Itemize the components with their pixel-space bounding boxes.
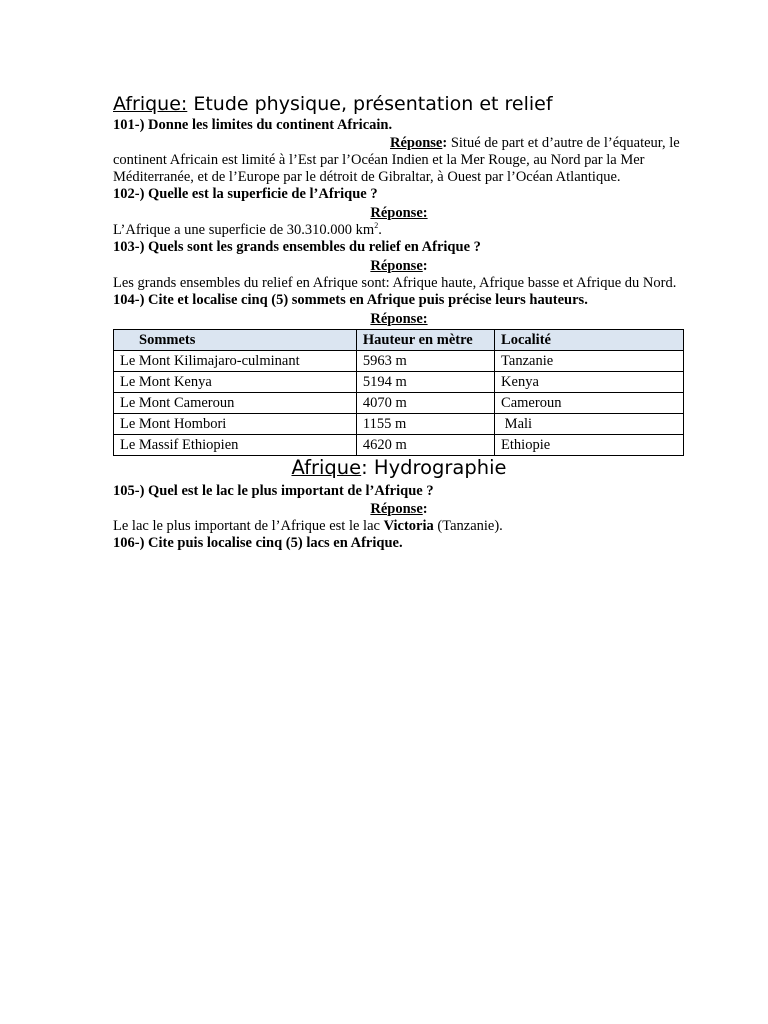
answer-label-105: Réponse: <box>370 501 428 517</box>
answer-label-103: Réponse: <box>370 258 428 274</box>
table-cell: 5194 m <box>356 372 494 393</box>
question-103: 103-) Quels sont les grands ensembles du relief en Afrique ? <box>113 239 481 255</box>
table-cell: 5963 m <box>356 351 494 372</box>
question-102: 102-) Quelle est la superficie de l’Afrique ? <box>113 186 378 202</box>
table-cell: Le Massif Ethiopien <box>114 435 357 456</box>
section-title-relief <box>113 92 685 116</box>
answer-label-102: Réponse: <box>370 205 428 221</box>
table-cell: Mali <box>495 414 684 435</box>
section-title-underlined: Afrique <box>291 456 362 479</box>
table-row <box>114 393 684 414</box>
table-row <box>114 414 684 435</box>
section-title-underlined: Afrique: <box>113 93 188 115</box>
header-hauteur: Hauteur en mètre <box>356 330 494 351</box>
answer-label: Réponse <box>390 135 443 151</box>
section-title-hydrographie <box>113 456 685 480</box>
answer-102: L’Afrique a une superficie de 30.310.000 $km^2$. <box>113 221 382 238</box>
summits-table <box>113 329 684 456</box>
answer-colon: : <box>442 135 448 151</box>
table-header-row <box>114 330 684 351</box>
table-row <box>114 435 684 456</box>
table-cell: 1155 m <box>356 414 494 435</box>
table-row <box>114 351 684 372</box>
table-cell: Tanzanie <box>495 351 684 372</box>
superscript: 2 <box>374 221 379 231</box>
table-cell: 4070 m <box>356 393 494 414</box>
answer-105: Le lac le plus important de l’Afrique est le lac Victoria (Tanzanie). <box>113 518 503 534</box>
answer-bold: Victoria <box>383 518 434 534</box>
table-cell: Le Mont Kenya <box>114 372 357 393</box>
question-101: 101-) Donne les limites du continent Africain. <box>113 117 393 133</box>
table-cell: Le Mont Kilimajaro-culminant <box>114 351 357 372</box>
answer-101 <box>113 135 685 186</box>
question-104: 104-) Cite et localise cinq (5) sommets en Afrique puis précise leurs hauteurs. <box>113 292 588 308</box>
question-106: 106-) Cite puis localise cinq (5) lacs en Afrique. <box>113 535 403 551</box>
table-cell: Kenya <box>495 372 684 393</box>
header-localite: Localité <box>495 330 684 351</box>
table-cell: 4620 m <box>356 435 494 456</box>
table-cell: Le Mont Hombori <box>114 414 357 435</box>
header-sommets: Sommets <box>114 330 357 351</box>
answer-label-104: Réponse: <box>370 311 428 327</box>
question-105: 105-) Quel est le lac le plus important de l’Afrique ? <box>113 483 434 499</box>
table-row <box>114 372 684 393</box>
section-title-rest: : Hydrographie <box>361 456 507 479</box>
document-page <box>113 92 685 553</box>
table-cell: Ethiopie <box>495 435 684 456</box>
table-cell: Le Mont Cameroun <box>114 393 357 414</box>
table-cell: Cameroun <box>495 393 684 414</box>
section-title-rest: Etude physique, présentation et relief <box>187 93 553 115</box>
answer-103: Les grands ensembles du relief en Afrique sont: Afrique haute, Afrique basse et Afrique du Nord. <box>113 275 677 291</box>
answer-text: Situé de part et d’autre de l’équateur, le continent Africain est limité à l’Est par l’Océan Indien et la Mer Rouge, au Nord par la Mer Méditerranée, et de l’Europe par le détroit de Gibraltar, à Ouest par l’Océan Atlantique. <box>113 135 680 185</box>
